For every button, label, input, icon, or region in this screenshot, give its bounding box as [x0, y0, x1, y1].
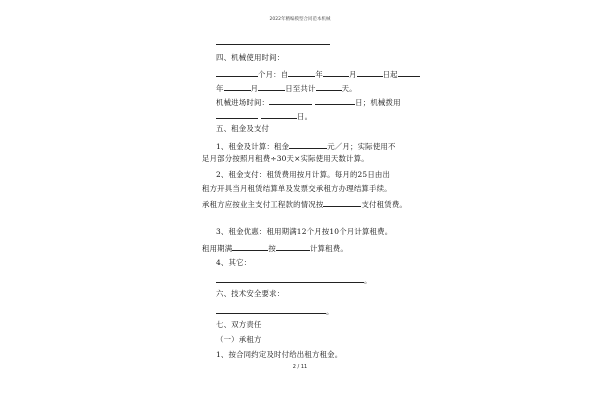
- blank-safety-requirements[interactable]: [216, 305, 326, 314]
- section-4-line-3: 机械进场时间： 日；机械拨用: [216, 98, 401, 107]
- blank-start-day[interactable]: [357, 68, 383, 77]
- blank-end-year[interactable]: [224, 82, 251, 91]
- blank-months[interactable]: [216, 68, 258, 77]
- section-7-sub-1: （一）承租方: [216, 335, 262, 344]
- top-fill-line: [216, 44, 330, 45]
- section-6-fill: 。: [216, 305, 334, 317]
- blank-start-month[interactable]: [323, 68, 349, 77]
- blank-entry-month[interactable]: [315, 96, 355, 105]
- page-header: 2022年精编模型合同范本机械: [269, 17, 331, 22]
- section-5-para-3a: 3、租金优惠：租用期满12个月按10个月计算租费。: [216, 227, 393, 236]
- section-5-para-3b: 租用期满 按 计算租费。: [202, 244, 348, 253]
- blank-other-terms[interactable]: [216, 274, 364, 283]
- section-4-line-1: 个月：自 年 月 日起: [216, 68, 420, 80]
- blank-end-month[interactable]: [258, 82, 285, 91]
- blank-payment-ratio[interactable]: [323, 198, 361, 207]
- blank-rent-amount[interactable]: [289, 140, 327, 149]
- section-7-item-1: 1、按合同约定及时付给出租方租金。: [216, 350, 343, 359]
- section-5-para-2c: 承租方应按业主支付工程款的情况按 支付租赁费。: [202, 200, 407, 209]
- section-7-heading: 七、双方责任: [216, 320, 262, 329]
- section-5-para-2b: 租方开具当月租赁结算单及发票交承租方办理结算手续。: [202, 184, 392, 193]
- blank-total-days[interactable]: [316, 82, 342, 91]
- blank-dispatch-month[interactable]: [261, 110, 297, 119]
- section-5-para-2a: 2、租金支付：租赁费用按月计算。每月的25日由出: [216, 170, 391, 179]
- section-5-para-1a: 1、租金及计算：租金 元／月；实际使用不: [216, 142, 396, 151]
- section-5-para-4: 4、其它：: [216, 258, 252, 267]
- section-5-para-4-fill: 。: [216, 274, 372, 286]
- page-number: 2 / 11: [292, 364, 308, 370]
- blank-term-calc[interactable]: [276, 242, 310, 251]
- section-4-heading: 四、机械使用时间：: [216, 53, 285, 62]
- section-5-heading: 五、租金及支付: [216, 124, 270, 133]
- blank-tail-1[interactable]: [398, 68, 420, 77]
- blank-term-period[interactable]: [232, 242, 268, 251]
- section-5-para-1b: 足月部分按照月租费÷30天×实际使用天数计算。: [202, 154, 369, 163]
- section-4-line-2: 年 月 日至共计 天。: [216, 84, 357, 93]
- blank-dispatch-year[interactable]: [216, 110, 258, 119]
- blank-entry-year[interactable]: [269, 96, 312, 105]
- section-6-heading: 六、技术安全要求：: [216, 289, 285, 298]
- section-4-line-4: 日。: [216, 110, 312, 122]
- blank-start-year[interactable]: [288, 68, 315, 77]
